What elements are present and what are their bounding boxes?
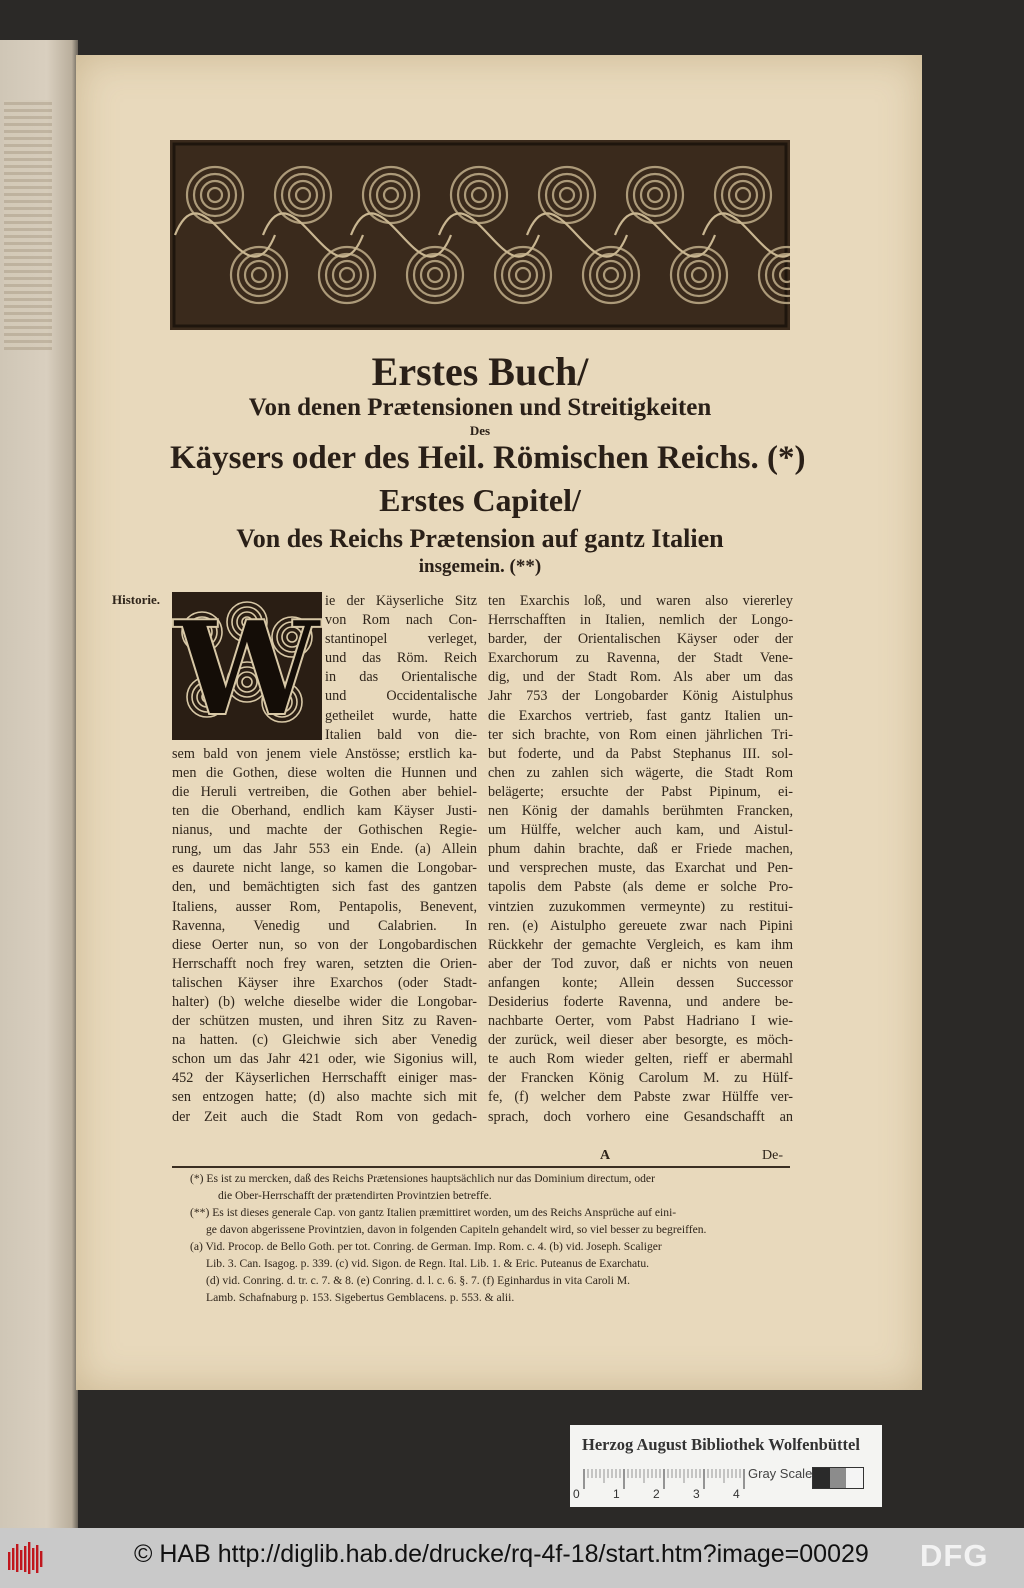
text-line: Jahr 753 der Longobarder König Aistulphus bbox=[488, 688, 793, 705]
text-line: es daurete nicht lange, so kamen die Longobar- bbox=[172, 860, 477, 877]
text-line: nen König der damahls berühmten Francken, bbox=[488, 803, 793, 820]
text-line: nachbarte Oerter, vom Pabst Hadriano I wie- bbox=[488, 1013, 793, 1030]
text-line: Herrschafften in Italien, nemlich der Longo- bbox=[488, 612, 793, 629]
text-line: Exarchorum zu Ravenna, der Stadt Vene- bbox=[488, 650, 793, 667]
text-line: sen entzogen hatte; (d) also machte sich mit bbox=[172, 1089, 477, 1106]
catchword: De- bbox=[762, 1148, 783, 1163]
drop-cap-letter: W bbox=[174, 592, 320, 740]
dfg-logo: DFG bbox=[920, 1538, 989, 1573]
text-line: ter sich brachte, von Rom einen jährlichen Tri- bbox=[488, 726, 793, 743]
heading-des: Des bbox=[469, 423, 491, 438]
gray-scale-label: Gray Scale bbox=[748, 1466, 813, 1481]
text-line: anfangen konte; Allein dessen Successor bbox=[488, 974, 793, 991]
text-line: der Zeit auch die Stadt Rom von gedach- bbox=[172, 1108, 477, 1125]
text-line: ten die Oberhand, endlich kam Käyser Justi- bbox=[172, 803, 477, 820]
text-line: men die Gothen, diese wolten die Hunnen und bbox=[172, 764, 477, 781]
text-line: Ravenna, Venedig und Calabrien. In bbox=[172, 917, 477, 934]
chapter-title-continued: insgemein. (**) bbox=[418, 556, 542, 577]
ruler-number: 4 bbox=[733, 1487, 740, 1501]
hab-logo-icon bbox=[6, 1542, 46, 1574]
chapter-title: Von des Reichs Prætension auf gantz Italien bbox=[236, 524, 724, 553]
text-line: stantinopel verleget, bbox=[325, 631, 477, 648]
book-subtitle: Von denen Prætensionen und Streitigkeiten bbox=[248, 394, 712, 421]
text-line: die Exarchos vertrieb, fast gantz Italien un- bbox=[488, 707, 793, 724]
text-line: diese Oerter nun, so von der Longobardischen bbox=[172, 936, 477, 953]
text-line: die Heruli vertreiben, die Gothen aber behiel- bbox=[172, 783, 477, 800]
text-line: Herrschafft noch frey waren, setzten die Orien- bbox=[172, 955, 477, 972]
copyright-url[interactable]: © HAB http://diglib.hab.de/drucke/rq-4f-18/start.htm?image=00029 bbox=[134, 1540, 869, 1568]
text-line: phum dahin brachte, daß er Friede machen, bbox=[488, 841, 793, 858]
decorative-headpiece bbox=[170, 140, 790, 330]
text-line: und das Röm. Reich bbox=[325, 650, 477, 667]
right-column bbox=[488, 592, 793, 1127]
empire-heading: Käysers oder des Heil. Römischen Reichs. (*) bbox=[170, 440, 806, 476]
text-line: in das Orientalische bbox=[325, 669, 477, 686]
left-column bbox=[172, 592, 477, 1127]
text-line: schon um das Jahr 421 oder, wie Sigonius will, bbox=[172, 1051, 477, 1068]
book-heading: Erstes Buch/ bbox=[371, 349, 589, 394]
footnote-line: (d) vid. Conring. d. tr. c. 7. & 8. (e) Conring. d. l. c. 6. §. 7. (f) Eginhardus in vita Caroli M. bbox=[206, 1274, 631, 1287]
gray-scale-swatches bbox=[812, 1467, 864, 1489]
text-line: ie der Käyserliche Sitz bbox=[325, 593, 477, 609]
text-line: den, und bemächtigten sich fast des gantzen bbox=[172, 879, 477, 896]
ruler-number: 3 bbox=[693, 1487, 700, 1501]
text-line: fe, (f) welcher dem Pabste zwar Hülffe ver- bbox=[488, 1089, 793, 1106]
text-line: Italien bald von die- bbox=[325, 726, 477, 743]
margin-note: Historie. bbox=[112, 592, 161, 607]
text-line: von Rom nach Con- bbox=[325, 612, 477, 629]
text-line: der Francken König Carolum M. zu Hülf- bbox=[488, 1070, 793, 1087]
signature-mark: A bbox=[600, 1148, 611, 1163]
footnote-line: (a) Vid. Procop. de Bello Goth. per tot. Conring. de German. Imp. Rom. c. 4. (b) vid. Joseph. Scaliger bbox=[190, 1240, 662, 1253]
ruler-number: 1 bbox=[613, 1487, 620, 1501]
chapter-heading: Erstes Capitel/ bbox=[379, 482, 581, 518]
footnote-line: Lib. 3. Can. Isagog. p. 339. (c) vid. Sigon. de Regn. Ital. Lib. 1. & Eric. Puteanus de Exarchatu. bbox=[206, 1257, 650, 1270]
text-line: und Occidentalische bbox=[325, 688, 477, 705]
text-line: nianus, und machte der Gothischen Regie- bbox=[172, 822, 477, 839]
footnote-rule bbox=[172, 1166, 790, 1168]
text-line: Desiderius foderte Ravenna, und andere be- bbox=[488, 993, 793, 1010]
ruler-number: 0 bbox=[573, 1487, 580, 1501]
text-line: na hatten. (c) Gleichwie sich aber Venedig bbox=[172, 1032, 477, 1049]
swatch-mid bbox=[830, 1468, 847, 1488]
facing-page-text-fragment bbox=[4, 100, 52, 350]
text-line: sem bald von jenem viele Anstösse; erstlich ka- bbox=[172, 745, 477, 762]
text-line: ren. (e) Aistulpho gereuete zwar nach Pipini bbox=[488, 917, 793, 934]
text-line: aber der Tod zuvor, daß er nichts von neuen bbox=[488, 955, 793, 972]
text-line: und versprechen muste, das Exarchat und Pen- bbox=[488, 860, 793, 877]
footnote-line: (**) Es ist dieses generale Cap. von gantz Italien præmittiret worden, um des Reichs Ansprüche auf eini- bbox=[190, 1206, 677, 1219]
text-line: chen zu zahlen sich wägerte, die Stadt Rom bbox=[488, 764, 793, 781]
text-line: rung, um das Jahr 553 ein Ende. (a) Allein bbox=[172, 841, 477, 858]
facing-page-edge bbox=[0, 40, 78, 1528]
library-color-card bbox=[570, 1425, 882, 1507]
text-line: vintzien zuzukommen vermeynte) zu restitui- bbox=[488, 898, 793, 915]
ruler-number: 2 bbox=[653, 1487, 660, 1501]
footnote-line: die Ober-Herrschafft der prætendirten Provintzien betreffe. bbox=[218, 1189, 492, 1202]
footnote-line: ge davon abgerissene Provintzien, davon in folgenden Capiteln gehandelt wird, so viel besser zu begreiffen. bbox=[206, 1223, 707, 1236]
text-line: der zurück, weil dieser aber besorgte, es möch- bbox=[488, 1032, 793, 1049]
text-line: 452 der Käyserlichen Herrschafft einiger mas- bbox=[172, 1070, 477, 1087]
text-line: der schützen musten, und ihren Sitz zu Raven- bbox=[172, 1013, 477, 1030]
ruler-scale bbox=[582, 1469, 747, 1489]
swatch-light bbox=[846, 1468, 863, 1488]
text-line: tapolis dem Pabste (als deme er solche Pro- bbox=[488, 879, 793, 896]
text-line: um Hülffe, welcher auch kam, und Aistul- bbox=[488, 822, 793, 839]
text-line: halter) (b) welche dieselbe wider die Longobar- bbox=[172, 993, 477, 1010]
text-line: but foderte, und da Pabst Stephanus III. sol- bbox=[488, 745, 793, 762]
text-line: barder, der Orientalischen Käyser oder der bbox=[488, 631, 793, 648]
text-line: sprach, doch vorhero eine Gesandschafft an bbox=[488, 1108, 793, 1125]
footnote-line: (*) Es ist zu mercken, daß des Reichs Prætensiones hauptsächlich nur das Dominium directum, oder bbox=[190, 1172, 655, 1185]
text-line: te auch Rom wieder gelten, rieff er abermahl bbox=[488, 1051, 793, 1068]
text-line: Italiens, ausser Rom, Pentapolis, Benevent, bbox=[172, 898, 477, 915]
text-line: ten Exarchis loß, und waren also viererley bbox=[488, 593, 793, 609]
text-line: Rückkehr der gemachte Vergleich, es kam ihm bbox=[488, 936, 793, 953]
text-line: getheilet wurde, hatte bbox=[325, 707, 477, 724]
swatch-dark bbox=[813, 1468, 830, 1488]
text-line: dig, und der Stadt Rom. Als aber um das bbox=[488, 669, 793, 686]
text-line: belägerte; ersuchte der Pabst Pipinum, ei- bbox=[488, 783, 793, 800]
viewer-footer bbox=[0, 1528, 1024, 1588]
library-name: Herzog August Bibliothek Wolfenbüttel bbox=[582, 1435, 860, 1454]
text-line: talischen Käyser ihre Exarchos (oder Stadt- bbox=[172, 974, 477, 991]
footnote-line: Lamb. Schafnaburg p. 153. Sigebertus Gemblacens. p. 553. & alii. bbox=[206, 1291, 515, 1304]
